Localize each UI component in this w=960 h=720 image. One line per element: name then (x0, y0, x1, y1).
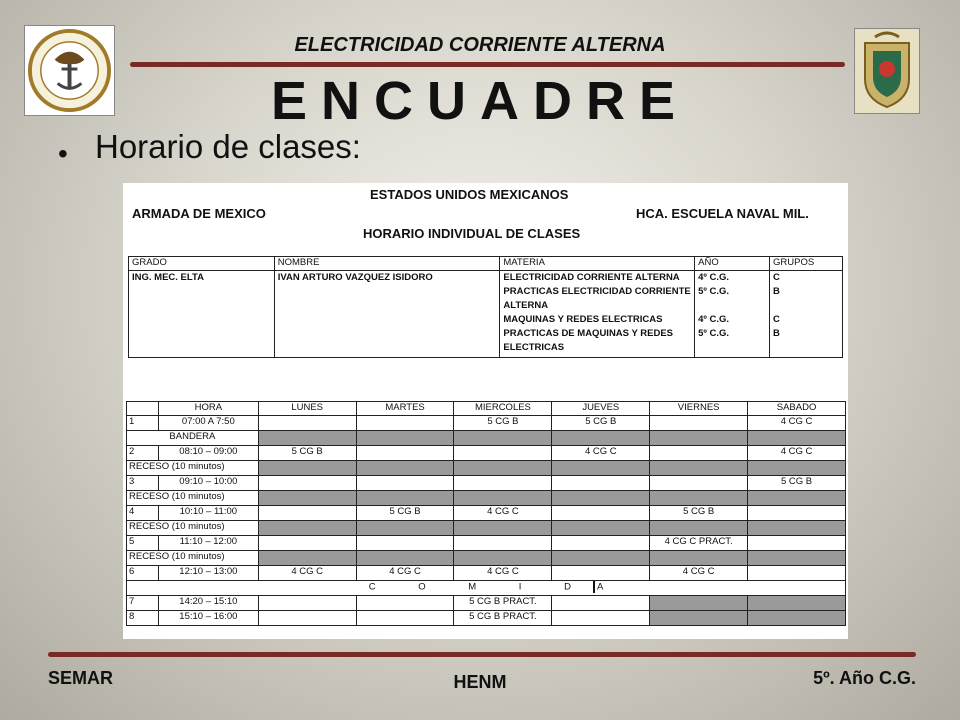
break-cell (748, 491, 846, 506)
break-label-cell: RECESO (10 minutos) (127, 551, 259, 566)
anio-item: 5º C.G. (698, 286, 730, 297)
class-cell (258, 611, 356, 626)
period-number-cell: 6 (127, 566, 159, 581)
class-cell: 4 CG C (552, 446, 650, 461)
bullet-text: Horario de clases: (95, 128, 361, 165)
class-cell (258, 536, 356, 551)
class-cell (454, 536, 552, 551)
schedule-header-cell: JUEVES (552, 402, 650, 416)
grupo-item: C (773, 272, 780, 283)
schedule-header-cell: LUNES (258, 402, 356, 416)
schedule-table (126, 401, 846, 626)
class-cell (748, 611, 846, 626)
class-cell: 5 CG B (258, 446, 356, 461)
class-cell: 4 CG C (454, 506, 552, 521)
class-cell (454, 476, 552, 491)
break-cell (748, 461, 846, 476)
grupo-item: C (773, 314, 780, 325)
break-cell (454, 521, 552, 536)
info-table (128, 256, 843, 358)
schedule-document (123, 183, 848, 639)
break-cell (650, 551, 748, 566)
class-cell: 5 CG B (356, 506, 454, 521)
class-cell: 4 CG C (748, 446, 846, 461)
break-cell (258, 491, 356, 506)
hora-cell: 12:10 – 13:00 (158, 566, 258, 581)
doc-subtitle: HORARIO INDIVIDUAL DE CLASES (363, 226, 581, 241)
break-cell (552, 551, 650, 566)
footer-left: SEMAR (48, 668, 114, 688)
class-cell (748, 536, 846, 551)
footer-right: 5º. Año C.G. (813, 668, 916, 688)
materia-cell (500, 271, 695, 358)
schedule-header-cell: MIERCOLES (454, 402, 552, 416)
class-cell (748, 506, 846, 521)
class-cell (552, 536, 650, 551)
footer-center: HENM (453, 672, 507, 692)
grupo-cell (770, 271, 843, 358)
class-cell (748, 596, 846, 611)
break-cell (454, 461, 552, 476)
break-cell (748, 431, 846, 446)
schedule-header-row (127, 402, 846, 416)
schedule-row (127, 506, 846, 521)
hora-cell: 11:10 – 12:00 (158, 536, 258, 551)
break-cell (454, 491, 552, 506)
grupo-item: B (773, 328, 780, 339)
class-cell (650, 476, 748, 491)
class-cell (650, 446, 748, 461)
class-cell (258, 416, 356, 431)
info-body-row (129, 271, 843, 358)
class-cell (356, 416, 454, 431)
lunch-label: C O M I D (368, 581, 591, 593)
class-cell: 4 CG C PRACT. (650, 536, 748, 551)
schedule-row (127, 521, 846, 536)
anio-item: 4º C.G. (698, 272, 730, 283)
schedule-row (127, 581, 846, 596)
bottom-divider (48, 652, 916, 657)
break-cell (356, 521, 454, 536)
info-header-row (129, 257, 843, 271)
class-cell: 4 CG C (356, 566, 454, 581)
period-number-cell: 4 (127, 506, 159, 521)
schedule-row (127, 431, 846, 446)
period-number-cell: 3 (127, 476, 159, 491)
class-cell (552, 596, 650, 611)
schedule-row (127, 551, 846, 566)
schedule-row (127, 566, 846, 581)
schedule-row (127, 461, 846, 476)
break-cell (748, 521, 846, 536)
class-cell (356, 476, 454, 491)
materia-item: PRACTICAS ELECTRICIDAD CORRIENTE ALTERNA (503, 286, 691, 311)
info-header-cell: AÑO (695, 257, 770, 271)
class-cell (650, 416, 748, 431)
break-cell (356, 551, 454, 566)
break-cell (650, 461, 748, 476)
anio-item: 5º C.G. (698, 328, 730, 339)
break-cell (454, 431, 552, 446)
class-cell: 4 CG C (748, 416, 846, 431)
hora-cell: 15:10 – 16:00 (158, 611, 258, 626)
schedule-header-cell: SABADO (748, 402, 846, 416)
schedule-header-cell: HORA (158, 402, 258, 416)
lunch-label-end: A (596, 581, 604, 593)
materia-item: PRACTICAS DE MAQUINAS Y REDES ELECTRICAS (503, 328, 674, 353)
period-number-cell: 8 (127, 611, 159, 626)
break-cell (258, 521, 356, 536)
break-label-cell: RECESO (10 minutos) (127, 491, 259, 506)
class-cell: 4 CG C (454, 566, 552, 581)
info-header-cell: NOMBRE (274, 257, 500, 271)
class-cell (552, 506, 650, 521)
class-cell (454, 446, 552, 461)
class-cell (356, 446, 454, 461)
hora-cell: 07:00 A 7:50 (158, 416, 258, 431)
schedule-row (127, 536, 846, 551)
doc-left-header: ARMADA DE MEXICO (132, 206, 266, 221)
materia-item: MAQUINAS Y REDES ELECTRICAS (503, 314, 663, 325)
break-cell (356, 431, 454, 446)
class-cell (258, 506, 356, 521)
info-header-cell: MATERIA (500, 257, 695, 271)
hora-cell: 08:10 – 09:00 (158, 446, 258, 461)
break-cell (552, 431, 650, 446)
schedule-row (127, 476, 846, 491)
period-number-cell: 1 (127, 416, 159, 431)
break-cell (650, 491, 748, 506)
class-cell: 5 CG B (748, 476, 846, 491)
break-label-cell: BANDERA (127, 431, 259, 446)
class-cell (552, 611, 650, 626)
class-cell (356, 596, 454, 611)
class-cell (356, 611, 454, 626)
schedule-row (127, 446, 846, 461)
break-cell (650, 521, 748, 536)
period-number-cell: 2 (127, 446, 159, 461)
schedule-row (127, 596, 846, 611)
hora-cell: 14:20 – 15:10 (158, 596, 258, 611)
class-cell (258, 476, 356, 491)
class-cell (650, 596, 748, 611)
top-divider (130, 62, 845, 67)
anio-cell (695, 271, 770, 358)
class-cell: 5 CG B (454, 416, 552, 431)
course-title: ELECTRICIDAD CORRIENTE ALTERNA (294, 34, 666, 56)
class-cell: 5 CG B PRACT. (454, 611, 552, 626)
class-cell: 5 CG B (552, 416, 650, 431)
break-label-cell: RECESO (10 minutos) (127, 461, 259, 476)
break-cell (552, 461, 650, 476)
class-cell (258, 596, 356, 611)
lunch-divider (593, 581, 595, 593)
class-cell (552, 566, 650, 581)
schedule-row (127, 416, 846, 431)
materia-item: ELECTRICIDAD CORRIENTE ALTERNA (503, 272, 680, 283)
break-cell (650, 431, 748, 446)
class-cell (356, 536, 454, 551)
period-number-cell: 7 (127, 596, 159, 611)
schedule-header-cell: VIERNES (650, 402, 748, 416)
class-cell: 4 CG C (650, 566, 748, 581)
info-header-cell: GRADO (129, 257, 275, 271)
break-cell (258, 551, 356, 566)
schedule-header-cell (127, 402, 159, 416)
class-cell: 5 CG B (650, 506, 748, 521)
break-cell (258, 431, 356, 446)
lunch-row-cell (127, 581, 846, 596)
slide-heading: ENCUADRE (270, 71, 690, 131)
break-label-cell: RECESO (10 minutos) (127, 521, 259, 536)
hora-cell: 10:10 – 11:00 (158, 506, 258, 521)
bullet-marker: • (58, 138, 68, 169)
schedule-row (127, 611, 846, 626)
grupo-item: B (773, 286, 780, 297)
class-cell (748, 566, 846, 581)
doc-country: ESTADOS UNIDOS MEXICANOS (370, 187, 569, 202)
class-cell (552, 476, 650, 491)
nombre-cell: IVAN ARTURO VAZQUEZ ISIDORO (274, 271, 500, 358)
break-cell (748, 551, 846, 566)
class-cell: 4 CG C (258, 566, 356, 581)
grado-cell: ING. MEC. ELTA (129, 271, 275, 358)
class-cell (650, 611, 748, 626)
break-cell (552, 491, 650, 506)
doc-right-header: HCA. ESCUELA NAVAL MIL. (636, 206, 809, 221)
anio-item: 4º C.G. (698, 314, 730, 325)
break-cell (356, 461, 454, 476)
break-cell (356, 491, 454, 506)
info-header-cell: GRUPOS (770, 257, 843, 271)
break-cell (552, 521, 650, 536)
schedule-row (127, 491, 846, 506)
period-number-cell: 5 (127, 536, 159, 551)
class-cell: 5 CG B PRACT. (454, 596, 552, 611)
break-cell (454, 551, 552, 566)
schedule-header-cell: MARTES (356, 402, 454, 416)
hora-cell: 09:10 – 10:00 (158, 476, 258, 491)
break-cell (258, 461, 356, 476)
